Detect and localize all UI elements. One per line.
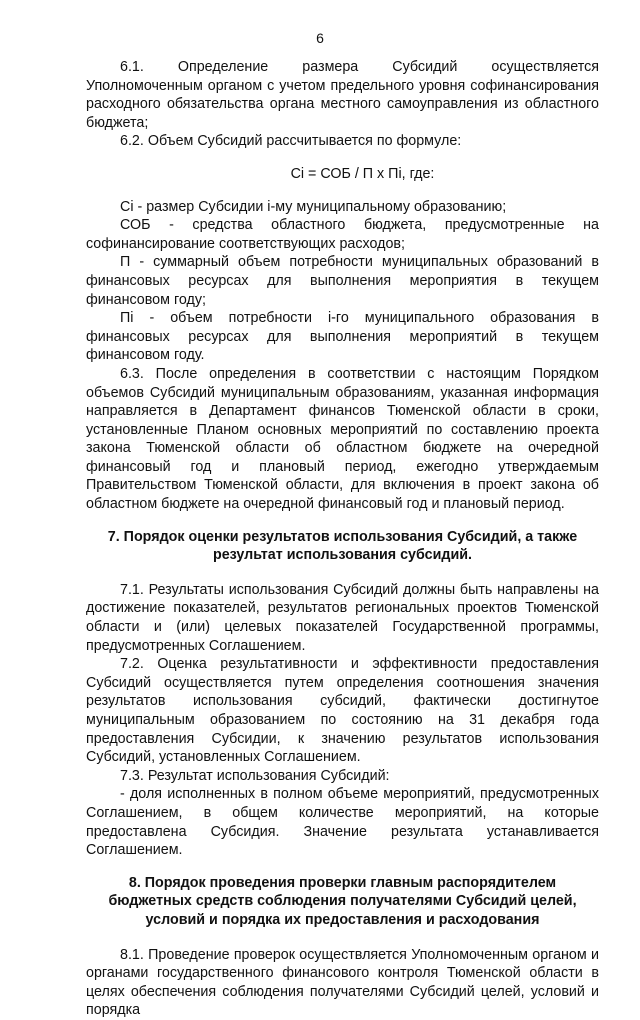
paragraph-6-3: 6.3. После определения в соответствии с настоящим Порядком объемов Субсидий муниципальным образованиям, указанная информация направляется в Департамент финансов Тюменской области в сроки, установленные Планом основных мероприятий по составлению проекта закона Тюменской области об областном бюджете на очередной финансовый год и плановый период, ежегодно утверждаемым Правительством Тюменской области, для включения в проект закона об областном бюджете на очередной финансовый год и плановый период. — [86, 365, 599, 513]
section-7-heading: 7. Порядок оценки результатов использования Субсидий, а также результат использования субсидий. — [107, 528, 578, 564]
page-number: 6 — [316, 30, 324, 46]
paragraph-6-1: 6.1. Определение размера Субсидий осуществляется Уполномоченным органом с учетом предельного уровня софинансирования расходного обязательства органа местного самоуправления из областного бюджета; — [86, 59, 599, 131]
paragraph-6-2: 6.2. Объем Субсидий рассчитывается по формуле: — [120, 133, 462, 150]
formula: Ci = СОБ / П x Пi, где: — [290, 165, 435, 182]
paragraph-7-2: 7.2. Оценка результативности и эффективности предоставления Субсидий осуществляется путем определения соотношения значения результатов использования субсидий, фактически достигнутое муниципальным образованием по состоянию на 31 декабря года предоставления Субсидии, к значению результатов использования Субсидий, установленных Соглашением. — [86, 656, 599, 766]
paragraph-7-3: 7.3. Результат использования Субсидий: — [120, 767, 390, 784]
definition-pi: Пi - объем потребности i-го муниципального образования в финансовых ресурсах для выполнения мероприятий в текущем финансовом году. — [86, 310, 599, 364]
paragraph-8-1: 8.1. Проведение проверок осуществляется Уполномоченным органом и органами государственного финансового контроля Тюменской области в целях обеспечения соблюдения получателями Субсидий целей, условий и порядка — [86, 946, 599, 1019]
section-8-heading: 8. Порядок проведения проверки главным распорядителем бюджетных средств соблюдения получателями Субсидий целей, условий и порядка их предоставления и расходования — [108, 874, 577, 928]
paragraph-7-1: 7.1. Результаты использования Субсидий должны быть направлены на достижение показателей, результатов региональных проектов Тюменской области и (или) целевых показателей Государственной программы, предусмотренных Соглашением. — [86, 581, 599, 654]
definition-p: П - суммарный объем потребности муниципальных образований в финансовых ресурсах для выполнения мероприятия в текущем финансовом году; — [86, 254, 599, 308]
paragraph-7-3-item: - доля исполненных в полном объеме мероприятий, предусмотренных Соглашением, в общем количестве мероприятий, на которые предоставлена Субсидия. Значение результата устанавливается Соглашением. — [86, 786, 599, 859]
document-body — [86, 58, 599, 1020]
definition-ci: Ci - размер Субсидии i-му муниципальному образованию; — [120, 198, 507, 215]
definition-sob: СОБ - средства областного бюджета, предусмотренные на софинансирование соответствующих расходов; — [86, 217, 599, 252]
